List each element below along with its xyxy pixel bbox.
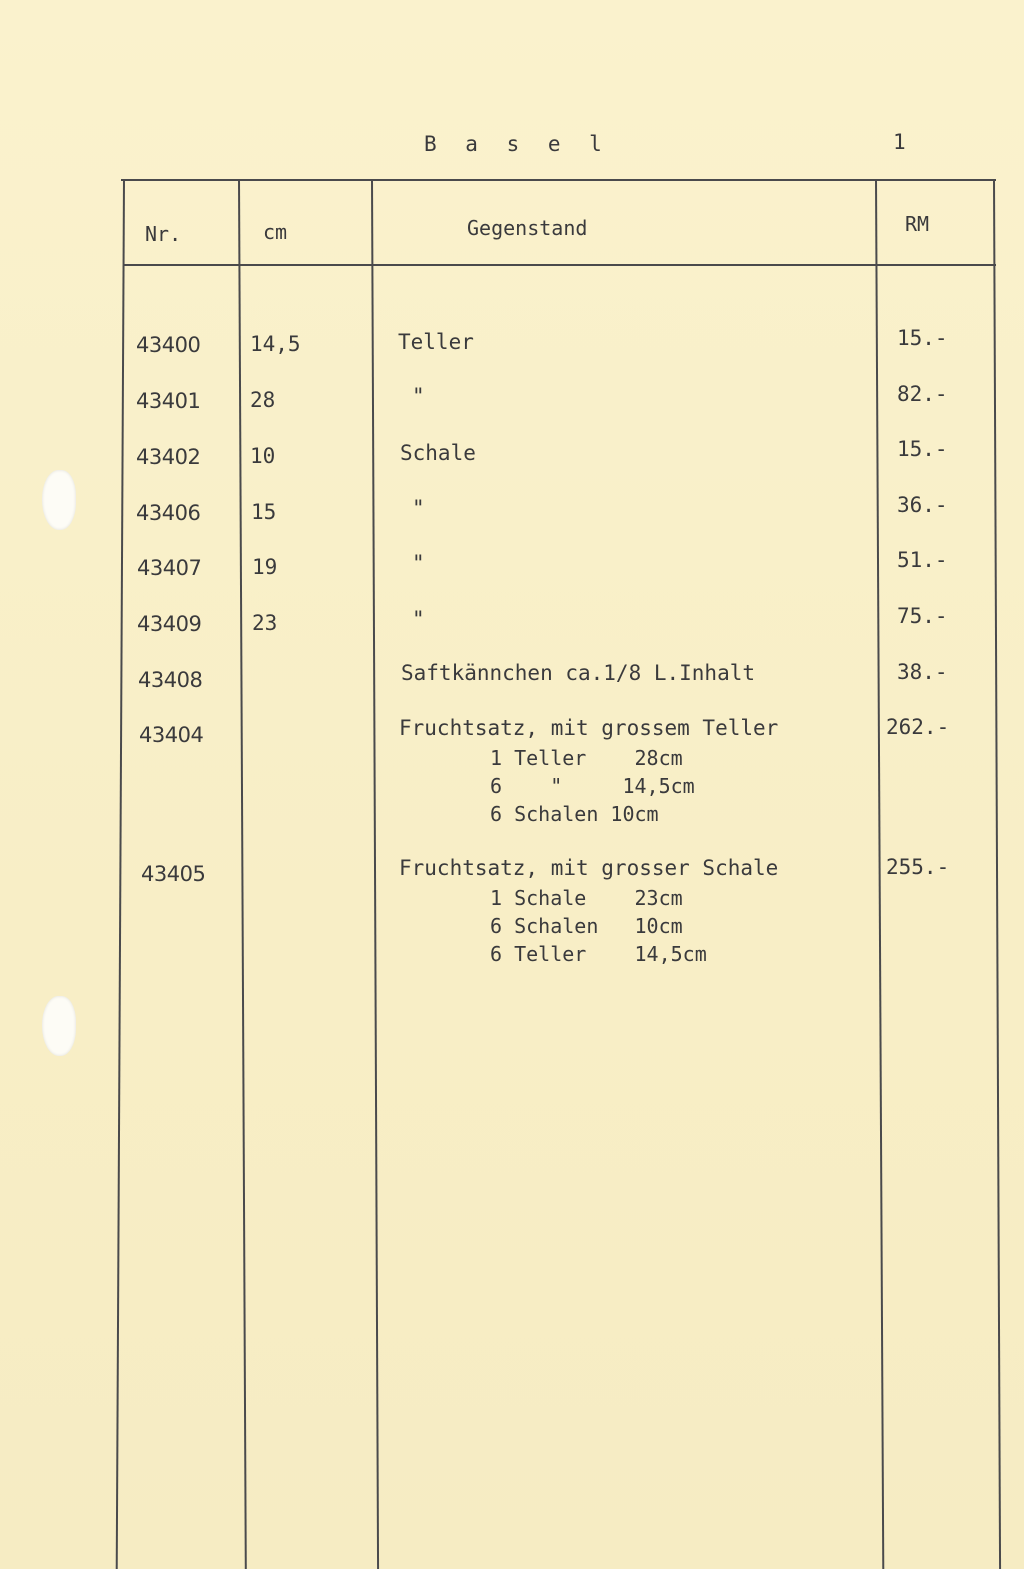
row-detail: 6 Schalen 10cm	[490, 802, 659, 826]
row-detail: 6 " 14,5cm	[490, 774, 695, 798]
row-item: Teller	[398, 330, 474, 354]
row-cm: 14,5	[250, 332, 301, 356]
row-detail: 1 Teller 28cm	[490, 746, 683, 770]
row-cm: 10	[250, 444, 276, 468]
row-nr: 43401	[136, 389, 201, 413]
column-divider-1	[238, 179, 247, 1569]
row-nr: 43405	[141, 862, 206, 886]
row-nr: 43408	[138, 668, 203, 692]
page-number: 1	[893, 130, 906, 154]
row-price: 38.-	[897, 660, 948, 684]
column-divider-3	[875, 179, 884, 1569]
row-item: Fruchtsatz, mit grossem Teller	[399, 716, 779, 740]
row-price: 262.-	[886, 715, 950, 739]
table-left-border	[116, 179, 125, 1569]
table-right-border	[993, 179, 1001, 1569]
row-item: Saftkännchen ca.1/8 L.Inhalt	[401, 661, 756, 685]
row-nr: 43400	[136, 333, 201, 357]
row-price: 15.-	[897, 326, 948, 350]
row-nr: 43402	[136, 445, 201, 469]
row-detail: 6 Schalen 10cm	[490, 914, 683, 938]
column-header-nr: Nr.	[145, 222, 182, 246]
punch-hole-top	[42, 470, 76, 530]
row-detail: 1 Schale 23cm	[490, 886, 683, 910]
row-cm: 23	[252, 611, 278, 635]
row-price: 15.-	[897, 437, 948, 461]
row-cm: 19	[252, 555, 278, 579]
row-item: "	[412, 607, 425, 631]
row-nr: 43404	[139, 723, 204, 747]
row-item: Schale	[400, 441, 476, 465]
row-price: 75.-	[897, 604, 948, 628]
header-bottom-border	[123, 264, 996, 266]
row-cm: 28	[250, 388, 276, 412]
column-divider-2	[371, 179, 379, 1569]
row-cm: 15	[251, 500, 277, 524]
page-title: B a s e l	[424, 132, 610, 156]
row-detail: 6 Teller 14,5cm	[490, 942, 707, 966]
table-top-border	[121, 179, 996, 181]
row-price: 36.-	[897, 493, 948, 517]
row-price: 255.-	[886, 855, 950, 879]
row-price: 82.-	[897, 382, 948, 406]
row-nr: 43407	[137, 556, 202, 580]
punch-hole-bottom	[42, 996, 76, 1056]
column-header-cm: cm	[263, 220, 288, 244]
column-header-price: RM	[905, 212, 930, 236]
row-item: "	[412, 384, 425, 408]
row-nr: 43406	[136, 501, 201, 525]
row-item: "	[412, 551, 425, 575]
row-item: Fruchtsatz, mit grosser Schale	[399, 856, 779, 880]
row-item: "	[412, 496, 425, 520]
row-price: 51.-	[897, 548, 948, 572]
column-header-item: Gegenstand	[467, 216, 588, 240]
row-nr: 43409	[137, 612, 202, 636]
